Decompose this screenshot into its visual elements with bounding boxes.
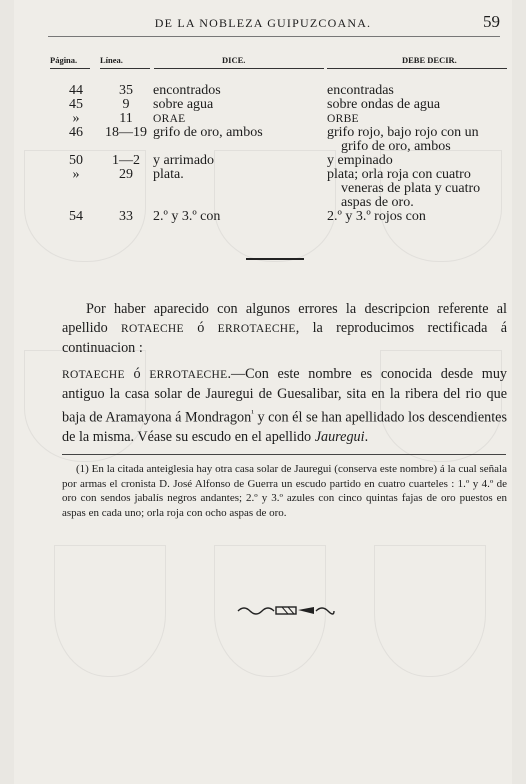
row-pagina: 46 bbox=[69, 125, 83, 140]
entry-text: .—Con este nombre es conocida desde muy antiguo la casa solar de Jauregui de Guesalibar, sita en la ribera del rio que baja de Aramayona á Mondragon bbox=[62, 366, 508, 426]
row-dice: sobre agua bbox=[153, 97, 214, 112]
column-head-linea: Línea. bbox=[100, 55, 123, 65]
header-rule bbox=[48, 36, 500, 37]
intro-paragraph bbox=[62, 300, 507, 358]
row-dice: plata. bbox=[153, 167, 184, 182]
section-rule bbox=[246, 258, 304, 260]
page-header bbox=[14, 12, 512, 36]
row-pagina: 45 bbox=[69, 97, 83, 112]
row-debe-continuation: veneras de plata y cuatro aspas de oro. bbox=[341, 181, 481, 210]
surname-jauregui: Jauregui bbox=[314, 428, 365, 445]
row-pagina: » bbox=[72, 111, 80, 126]
row-linea: 9 bbox=[122, 97, 130, 112]
column-rule-pagina bbox=[50, 68, 90, 69]
row-debe: ORBE bbox=[327, 113, 359, 125]
row-dice: encontrados bbox=[153, 83, 221, 98]
intro-text: , la reproducimos rectificada á continuacion : bbox=[62, 320, 508, 356]
entry-text: . bbox=[364, 428, 369, 445]
running-title: DE LA NOBLEZA GUIPUZCOANA. bbox=[154, 16, 372, 30]
row-pagina: 44 bbox=[69, 83, 83, 98]
column-rule-debe bbox=[327, 68, 507, 69]
row-debe: encontradas bbox=[327, 83, 394, 98]
row-debe: grifo rojo, bajo rojo con un bbox=[327, 125, 479, 140]
entry-text: ó bbox=[124, 366, 150, 382]
column-rule-dice bbox=[154, 68, 324, 69]
show-through-shield-8 bbox=[374, 545, 486, 677]
row-debe: y empinado bbox=[327, 153, 393, 168]
entry-paragraph bbox=[62, 365, 507, 447]
row-dice: y arrimado bbox=[153, 153, 215, 168]
row-linea: 11 bbox=[119, 111, 133, 126]
surname-rotaeche: ROTAECHE bbox=[121, 323, 184, 335]
row-dice: ORAE bbox=[153, 113, 186, 125]
footnote-mark: ¹ bbox=[251, 408, 254, 418]
show-through-shield-2 bbox=[214, 150, 336, 262]
page-number: 59 bbox=[483, 12, 500, 31]
column-head-dice: DICE. bbox=[222, 55, 246, 65]
row-debe-continuation: grifo de oro, ambos bbox=[341, 139, 451, 154]
row-debe: sobre ondas de agua bbox=[327, 97, 441, 112]
book-page bbox=[14, 0, 512, 784]
row-linea: 18—19 bbox=[105, 125, 147, 140]
intro-text: ó bbox=[183, 320, 218, 336]
surname-errotaeche: ERROTAECHE bbox=[217, 323, 296, 335]
row-linea: 1—2 bbox=[112, 153, 140, 168]
tail-ornament-icon bbox=[236, 603, 336, 617]
surname-rotaeche: ROTAECHE bbox=[62, 369, 125, 381]
row-debe: plata; orla roja con cuatro bbox=[327, 167, 471, 182]
entry-text: y con él se han apellidado los descendientes de la misma. Véase su escudo en el apellido bbox=[62, 409, 507, 445]
row-linea: 35 bbox=[119, 83, 133, 98]
row-debe: 2.º y 3.º rojos con bbox=[327, 209, 426, 224]
surname-errotaeche: ERROTAECHE bbox=[149, 369, 228, 381]
row-pagina: 50 bbox=[69, 153, 83, 168]
intro-text: Por haber aparecido con algunos errores la descripcion referente al apellido bbox=[62, 301, 507, 336]
column-rule-linea bbox=[100, 68, 150, 69]
footnote: (1) En la citada anteiglesia hay otra casa solar de Jauregui (conserva este nombre) á la cual señala por armas el cronista D. José Alfonso de Guerra un escudo partido en cuatro cuarteles : 1.º y 4.º de oro con sendos jabalís negros andantes; 2.º y 3.º azules con cinco quintas fajas de oro puestos en aspas en cada uno; orla roja con ocho aspas de oro. bbox=[62, 463, 507, 519]
row-pagina: » bbox=[72, 167, 80, 182]
show-through-shield-6 bbox=[54, 545, 166, 677]
footnote-rule bbox=[62, 454, 506, 455]
row-pagina: 54 bbox=[69, 209, 83, 224]
row-dice: 2.º y 3.º con bbox=[153, 209, 221, 224]
row-linea: 29 bbox=[119, 167, 133, 182]
column-head-pagina: Página. bbox=[50, 55, 78, 65]
row-dice: grifo de oro, ambos bbox=[153, 125, 263, 140]
row-linea: 33 bbox=[119, 209, 133, 224]
column-head-debe-decir: DEBE DECIR. bbox=[402, 55, 457, 65]
